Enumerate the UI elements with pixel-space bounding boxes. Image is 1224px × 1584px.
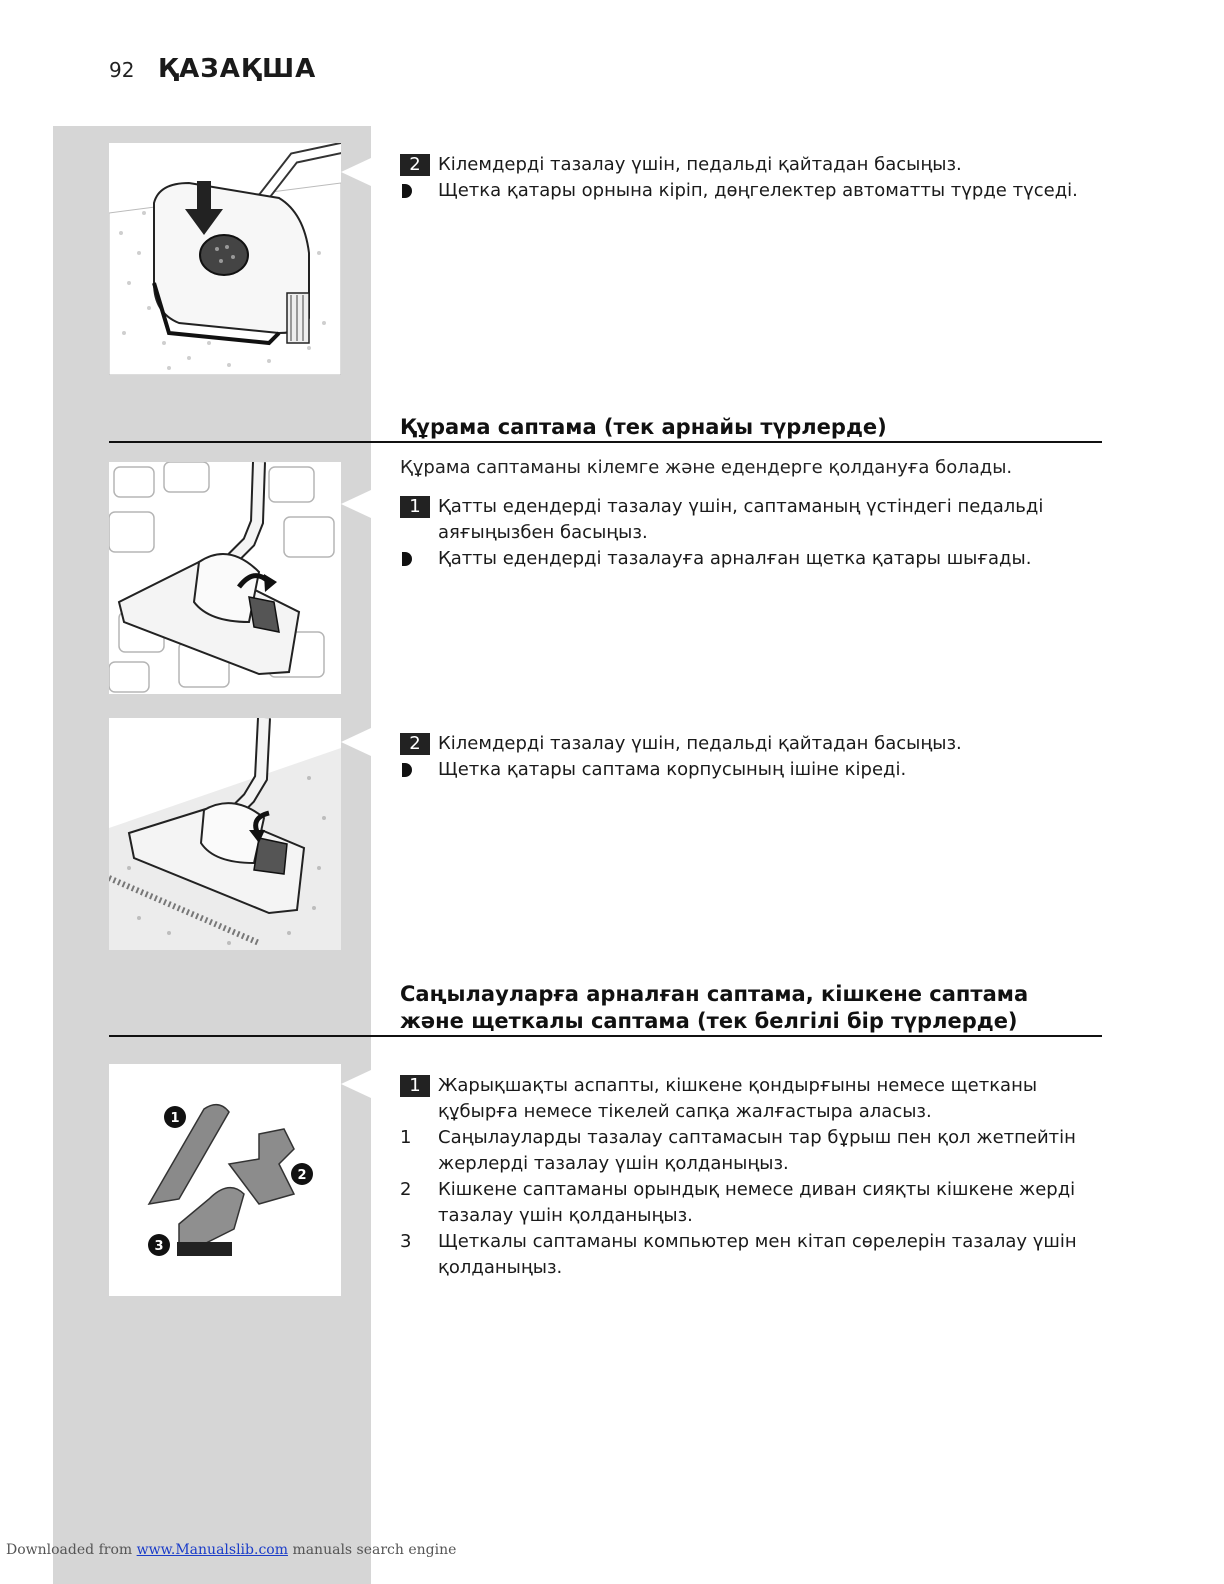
- section2-steps-a: [400, 494, 1100, 574]
- list-item: [400, 1125, 1100, 1177]
- heading-line: және щеткалы саптама (тек белгілі бір түрлерде): [400, 1009, 1018, 1033]
- step-row: [400, 1073, 1100, 1125]
- step-text: Кілемдерді тазалау үшін, педальді қайтадан басыңыз.: [438, 154, 962, 175]
- crevice-tool: [149, 1105, 229, 1204]
- figure-pointer: [341, 158, 371, 186]
- list-text: Щеткалы саптаманы компьютер мен кітап сөрелерін тазалау үшін қолданыңыз.: [438, 1231, 1077, 1278]
- page-number: 92: [109, 58, 135, 82]
- list-item: [400, 1177, 1100, 1229]
- section-intro: Құрама саптаманы кілемге және едендерге қолдануға болады.: [400, 457, 1013, 478]
- callout-1: [164, 1106, 186, 1128]
- section2-steps-b: [400, 731, 1100, 785]
- callout-3: [148, 1234, 170, 1256]
- result-row: [400, 178, 1100, 206]
- result-text: Қатты едендерді тазалауға арналған щетка қатары шығады.: [438, 548, 1032, 569]
- dusting-brush: [179, 1188, 244, 1244]
- figure-accessories: [109, 1064, 341, 1296]
- manualslib-link[interactable]: www.Manualslib.com: [136, 1542, 288, 1558]
- footer-prefix: Downloaded from: [6, 1542, 133, 1558]
- list-number: 3: [400, 1231, 412, 1252]
- bullet-triangle-icon: [402, 552, 412, 566]
- list-number: 1: [400, 1127, 412, 1148]
- figure-pointer: [341, 728, 371, 756]
- result-text: Щетка қатары орнына кіріп, дөңгелектер автоматты түрде түседі.: [438, 180, 1078, 201]
- section-divider: [109, 441, 1102, 443]
- section-heading-accessories: [400, 981, 1028, 1035]
- figure-carpet-brush: [109, 143, 341, 375]
- figure-pointer: [341, 1070, 371, 1098]
- callout-2: [291, 1163, 313, 1185]
- result-row: [400, 757, 1100, 785]
- result-row: [400, 546, 1100, 574]
- list-number: 2: [400, 1179, 412, 1200]
- figure-hard-floor: [109, 462, 341, 694]
- download-footer: [6, 1542, 456, 1558]
- section-divider: [109, 1035, 1102, 1037]
- list-text: Кішкене саптаманы орындық немесе диван сияқты кішкене жерді тазалау үшін қолданыңыз.: [438, 1179, 1076, 1226]
- callout-label: 2: [297, 1168, 307, 1183]
- carpet-combined-illustration: [109, 718, 341, 950]
- carpet-brush-illustration: [109, 143, 341, 375]
- section3-steps: [400, 1073, 1100, 1281]
- footer-suffix: manuals search engine: [292, 1542, 457, 1558]
- language-title: ҚАЗАҚША: [158, 54, 317, 84]
- step-row: [400, 152, 1100, 178]
- step-number-badge: 1: [400, 496, 430, 518]
- step-row: [400, 731, 1100, 757]
- step-text: Қатты едендерді тазалау үшін, саптаманың үстіндегі педальді аяғыңызбен басыңыз.: [438, 496, 1044, 543]
- step-number-badge: 1: [400, 1075, 430, 1097]
- step-text: Кілемдерді тазалау үшін, педальді қайтадан басыңыз.: [438, 733, 962, 754]
- step-text: Жарықшақты аспапты, кішкене қондырғыны немесе щетканы құбырға немесе тікелей сапқа жалғастыра аласыз.: [438, 1075, 1038, 1122]
- hard-floor-illustration: [109, 462, 341, 694]
- step-number-badge: 2: [400, 154, 430, 176]
- callout-label: 3: [154, 1239, 164, 1254]
- step-number-badge: 2: [400, 733, 430, 755]
- section1-steps: [400, 152, 1100, 206]
- heading-line: Саңылауларға арналған саптама, кішкене саптама: [400, 982, 1029, 1006]
- section-heading-combined-nozzle: Құрама саптама (тек арнайы түрлерде): [400, 415, 887, 439]
- figure-carpet-combined: [109, 718, 341, 950]
- callout-label: 1: [170, 1111, 180, 1126]
- list-item: [400, 1229, 1100, 1281]
- accessories-illustration: [109, 1064, 341, 1296]
- bullet-triangle-icon: [402, 763, 412, 777]
- result-text: Щетка қатары саптама корпусының ішіне кіреді.: [438, 759, 907, 780]
- bullet-triangle-icon: [402, 184, 412, 198]
- figure-pointer: [341, 490, 371, 518]
- list-text: Саңылауларды тазалау саптамасын тар бұрыш пен қол жетпейтін жерлерді тазалау үшін қолданыңыз.: [438, 1127, 1076, 1174]
- step-row: [400, 494, 1100, 546]
